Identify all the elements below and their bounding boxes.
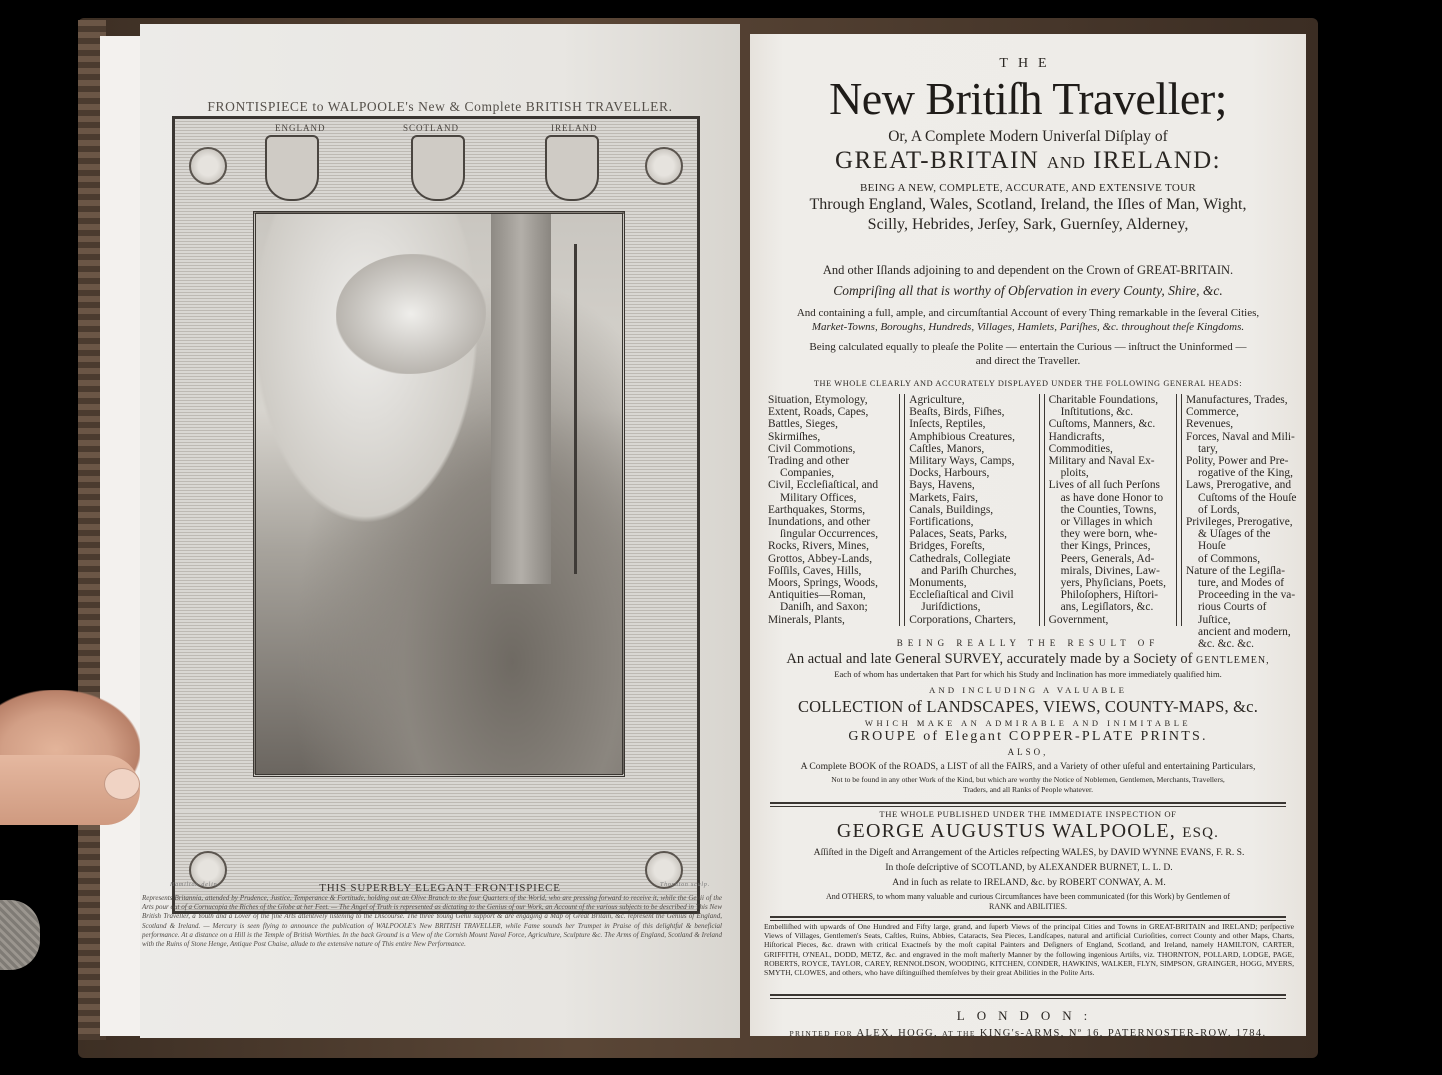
title-page: [750, 34, 1306, 1039]
heads-item: Daniſh, and Saxon;: [780, 601, 868, 614]
heads-item: Beaſts, Birds, Fiſhes,: [909, 406, 1005, 419]
rosette-icon: [645, 147, 683, 185]
caption-title: THIS SUPERBLY ELEGANT FRONTISPIECE: [319, 882, 561, 894]
heads-item: Nature of the Legiſla-: [1186, 564, 1286, 577]
editor-suffix: ESQ.: [1182, 825, 1220, 841]
account-paragraph: [754, 307, 1302, 334]
assistant-scotland: In thoſe deſcriptive of SCOTLAND, by ALEXANDER BURNET, L. L. D.: [885, 862, 1173, 874]
angel-figure: [336, 254, 486, 374]
book-of-roads-line: A Complete BOOK of the ROADS, a LIST of all the FAIRS, and a Variety of other uſeful and entertaining Particulars,: [800, 761, 1256, 772]
survey-gentlemen: GENTLEMEN,: [1196, 655, 1270, 666]
column: [491, 214, 551, 584]
heads-column-3: [1045, 394, 1177, 632]
imprint-prefix: PRINTED FOR: [789, 1029, 854, 1038]
heads-item: ſingular Occurrences,: [780, 528, 879, 541]
heads-item: Monuments,: [909, 577, 967, 590]
imprint-address: KING's-ARMS, Nº 16, PATERNOSTER-ROW.: [979, 1028, 1232, 1039]
heads-item: Inſects, Reptiles,: [909, 418, 986, 431]
heads-item: Inundations, and other: [768, 516, 871, 529]
engraving-frame: [172, 116, 700, 914]
heads-item: Privileges, Prerogative,: [1186, 516, 1293, 529]
heads-item: of Lords,: [1198, 503, 1240, 516]
collection-line: COLLECTION of LANDSCAPES, VIEWS, COUNTY-MAPS, &c.: [797, 697, 1259, 716]
heads-item: and Pariſh Churches,: [921, 564, 1017, 577]
imprint-printer: ALEX. HOGG,: [856, 1028, 939, 1039]
not-found-line-1: Not to be found in any other Work of the Kind, but which are worthy the Notice of Noblemen, Gentlemen, Merchants, Travellers,: [831, 775, 1225, 784]
assistant-ireland: And in ſuch as relate to IRELAND, &c. by ROBERT CONWAY, A. M.: [892, 877, 1166, 889]
crest-label-scotland: SCOTLAND: [403, 123, 460, 133]
calculated-line-1: Being calculated equally to pleaſe the Polite — entertain the Curious — inſtruct the Uninformed —: [809, 341, 1247, 353]
heads-item: as have done Honor to: [1060, 491, 1164, 504]
heads-item: Military Offices,: [780, 491, 857, 504]
england-crest-icon: [265, 135, 319, 201]
other-islands: And other Iſlands adjoining to and dependent on the Crown of GREAT-BRITAIN.: [822, 263, 1234, 277]
crest-label-england: ENGLAND: [275, 123, 326, 133]
heads-item: Minerals, Plants,: [768, 613, 845, 626]
heads-item: mirals, Divines, Law-: [1060, 564, 1160, 577]
assistant-wales: Aſſiſted in the Digeſt and Arrangement of the Articles reſpecting WALES, by DAVID WYNNE EVANS, F. R. S.: [813, 847, 1245, 858]
divider: [770, 994, 1286, 999]
heads-item: Skirmiſhes,: [768, 430, 821, 443]
survey-line: [750, 651, 1306, 668]
heads-item: Corporations, Charters,: [909, 613, 1016, 626]
caption-heading: [170, 882, 710, 894]
tour-intro: BEING A NEW, COMPLETE, ACCURATE, AND EXTENSIVE TOUR: [860, 182, 1196, 194]
heads-item: Cathedrals, Collegiate: [909, 552, 1011, 565]
heads-item: tary,: [1198, 442, 1218, 455]
tour-places-line-2: Scilly, Hebrides, Jerſey, Sark, Guernſey, Alderney,: [867, 216, 1189, 233]
heads-item: Foſſils, Caves, Hills,: [768, 564, 862, 577]
editor-name: [750, 820, 1306, 843]
heads-item: ther Kings, Princes,: [1060, 540, 1151, 553]
heads-item: Lives of all ſuch Perſons: [1048, 479, 1160, 492]
each-line: Each of whom has undertaken that Part for which his Study and Inclination has more immediately qualified him.: [834, 669, 1222, 679]
heads-item: Forces, Naval and Mili-: [1186, 430, 1295, 443]
heads-item: Earthquakes, Storms,: [768, 503, 866, 516]
heads-item: Amphibious Creatures,: [909, 430, 1015, 443]
ireland-crest-icon: [545, 135, 599, 201]
caption-right-credit: Thornton sculp.: [659, 882, 710, 888]
heads-item: Polity, Power and Pre-: [1186, 455, 1289, 468]
heads-item: Commerce,: [1186, 406, 1239, 419]
heads-item: & Uſages of the Houſe: [1198, 528, 1271, 553]
region-heading: [750, 147, 1306, 175]
inspection-line: THE WHOLE PUBLISHED UNDER THE IMMEDIATE INSPECTION OF: [879, 809, 1177, 819]
heads-item: ancient and modern,: [1198, 625, 1291, 638]
heads-item: Caſtles, Manors,: [909, 442, 985, 455]
caption-left-credit: Hamilton delin.: [170, 882, 220, 888]
heads-item: Grottos, Abbey-Lands,: [768, 552, 873, 565]
result-line: BEING REALLY THE RESULT OF: [896, 638, 1160, 648]
subtitle: Or, A Complete Modern Univerſal Diſplay of: [888, 128, 1168, 145]
heads-item: Military and Naval Ex-: [1048, 455, 1155, 468]
heads-item: Charitable Foundations,: [1048, 394, 1159, 406]
frontispiece-page: [140, 24, 740, 1038]
heads-item: Manufactures, Trades,: [1186, 394, 1288, 406]
others-line-2: RANK and ABILITIES.: [989, 901, 1067, 911]
region-a: GREAT-BRITAIN: [835, 147, 1040, 174]
fabric-sleeve: [0, 900, 40, 970]
heads-item: Cuſtoms, Manners, &c.: [1048, 418, 1156, 431]
title-the: THE: [999, 56, 1057, 71]
heads-item: Palaces, Seats, Parks,: [909, 528, 1008, 541]
heads-column-2: [905, 394, 1038, 632]
crest-row: [175, 125, 697, 215]
heads-item: Canals, Buildings,: [909, 503, 994, 516]
crest-label-ireland: IRELAND: [551, 123, 598, 133]
heads-item: Docks, Harbours,: [909, 467, 990, 480]
account-line-2: Market-Towns, Boroughs, Hundreds, Villages, Hamlets, Pariſhes, &c. throughout theſe Kingdoms.: [811, 320, 1245, 333]
heads-item: ans, Legiſlators, &c.: [1060, 601, 1154, 614]
heads-item: Agriculture,: [909, 394, 965, 406]
calculated-paragraph: [754, 340, 1302, 368]
divider: [770, 802, 1286, 807]
not-found-line-2: Traders, and all Ranks of People whatever.: [962, 784, 1094, 794]
imprint-line: [750, 1028, 1306, 1039]
not-found-paragraph: [760, 775, 1296, 794]
heads-item: Military Ways, Camps,: [909, 455, 1015, 468]
heads-item: Companies,: [780, 467, 835, 480]
heads-item: the Counties, Towns,: [1060, 503, 1157, 516]
heads-item: Government,: [1048, 613, 1109, 626]
scotland-crest-icon: [411, 135, 465, 201]
heads-item: Inſtitutions, &c.: [1060, 406, 1134, 419]
heads-item: Eccleſiaſtical and Civil: [909, 589, 1014, 602]
heads-item: of Commons,: [1198, 552, 1261, 565]
survey-text: An actual and late General SURVEY, accurately made by a Society of: [786, 651, 1193, 667]
heads-item: Rocks, Rivers, Mines,: [768, 540, 869, 553]
heads-item: Philoſophers, Hiſtori-: [1060, 589, 1159, 602]
imprint-city: LONDON:: [956, 1008, 1100, 1023]
rosette-icon: [189, 147, 227, 185]
heads-item: &c. &c. &c.: [1198, 638, 1255, 651]
including-line: AND INCLUDING A VALUABLE: [928, 685, 1127, 695]
heads-item: Situation, Etymology,: [768, 394, 868, 406]
heads-item: Juriſdictions,: [921, 601, 981, 614]
imprint-at-the: AT THE: [942, 1029, 976, 1038]
assistants-paragraph: [756, 845, 1302, 891]
comprising-line: Compriſing all that is worthy of Obſervation in every County, Shire, &c.: [833, 283, 1223, 298]
embellished-paragraph: Embelliſhed with upwards of One Hundred and Fifty large, grand, and ſuperb Views of the principal Cities and Towns in GREAT-BRITAIN and IRELAND; perſpective Views of Villages, Gentlemen's Seats, Caſtles, Ruins, Abbies, Cataracts, Sea Pieces, Landſcapes, natural and artificial Curioſities, correct County and other Maps, Charts, Hiſtorical Pieces, &c. drawn with critical Exactneſs by the moſt capital Painters and Deſigners of England, Scotland, and Ireland, namely HAMILTON, CARTER, GRIFFITH, O'NEAL, DODD, METZ, &c. and engraved in the moſt maſterly Manner by the following ingenious Artiſts, viz. THORNTON, POLLARD, LODGE, PAGE, ROBERTS, ROYCE, TAYLOR, CAREY, RENNOLDSON, WOODING, KITCHEN, CONDER, HAWKINS, WALKER, FLYN, SIMPSON, GRAINGER, HOGG, MYERS, SMYTH, CLOWES, and others, who have diſtinguiſhed themſelves by their great Abilities in the Polite Arts.: [764, 922, 1294, 978]
heads-column-1: [764, 394, 899, 632]
groupe-line: GROUPE of Elegant COPPER-PLATE PRINTS.: [848, 729, 1208, 744]
heads-item: Fortifications,: [909, 516, 974, 529]
divider: [770, 916, 1286, 921]
others-line-1: And OTHERS, to whom many valuable and curious Circumſtances have been communicated (for this Work) by Gentlemen of: [826, 892, 1230, 901]
tour-places-line-1: Through England, Wales, Scotland, Ireland, the Iſles of Man, Wight,: [809, 196, 1247, 213]
heads-item: Proceeding in the va-: [1198, 589, 1296, 602]
heads-item: Civil Commotions,: [768, 442, 856, 455]
heads-item: Moors, Springs, Woods,: [768, 577, 878, 590]
heads-column-4: [1182, 394, 1302, 651]
heads-item: Extent, Roads, Capes,: [768, 406, 869, 419]
others-paragraph: [760, 892, 1296, 911]
heads-item: Commodities,: [1048, 442, 1113, 455]
heads-item: Trading and other: [768, 455, 850, 468]
heads-item: yers, Phyſicians, Poets,: [1060, 577, 1166, 590]
book-title: New Britiſh Traveller;: [829, 73, 1227, 124]
calculated-line-2: and direct the Traveller.: [975, 355, 1081, 367]
heads-item: ture, and Modes of: [1198, 577, 1285, 590]
account-line-1: And containing a full, ample, and circumſtantial Account of every Thing remarkable in the ſeveral Cities,: [796, 307, 1260, 319]
also-line: ALSO,: [1007, 747, 1049, 757]
heads-item: Battles, Sieges,: [768, 418, 838, 431]
heads-item: Civil, Eccleſiaſtical, and: [768, 479, 879, 492]
heads-item: Revenues,: [1186, 418, 1234, 431]
heads-item: ploits,: [1060, 467, 1089, 480]
caption-text: Represents Britannia, attended by Prudence, Justice, Temperance & Fortitude, holding out an Olive Branch to the four Quarters of the World, who are pressing forward to receive it, while the Genii of the Arts pour out of a Cornucopia the Riches of the Globe at her Feet. — The Angel of Truth is represented as dictating to the Genius of our Work, an Account of the various subjects to be described in This New British Traveller, a Youth and a Lover of the fine Arts attentively listening to the Discourse. The three Young Genii support & are engaging a Map of Great Britain, &c. represent the Genius of England, Scotland & Ireland. — Mercury is seen flying to announce the publication of WALPOOLE's New BRITISH TRAVELLER, while Fame sounds her Trumpet in Praise of this delightful & beneficial performance. At a distance on a Hill is the Temple of British Worthies. In the back Ground is a View of the Cornish Mount Naval Force, Agriculture, Sculpture &c. The Arms of England, Scotland & Ireland with the Ruins of Stone Henge, Antique Post Chaise, allude to the extensive nature of This entire New Performance.: [142, 894, 722, 949]
ship-mast: [574, 244, 577, 574]
frontispiece-header: FRONTISPIECE to WALPOOLE's New & Complete BRITISH TRAVELLER.: [207, 99, 673, 114]
heads-item: they were born, whe-: [1060, 528, 1158, 541]
tour-places: [750, 195, 1306, 235]
heads-item: Bridges, Foreſts,: [909, 540, 985, 553]
imprint-year: 1784.: [1235, 1028, 1267, 1039]
heads-item: Peers, Generals, Ad-: [1060, 552, 1155, 565]
heads-item: Handicrafts,: [1048, 430, 1105, 443]
heads-item: Bays, Havens,: [909, 479, 975, 492]
heads-item: Markets, Fairs,: [909, 491, 978, 504]
heads-item: Cuſtoms of the Houſe: [1198, 491, 1297, 504]
region-b: IRELAND:: [1093, 147, 1221, 174]
thumbnail: [104, 768, 140, 800]
general-heads-title: THE WHOLE CLEARLY AND ACCURATELY DISPLAYED UNDER THE FOLLOWING GENERAL HEADS:: [813, 379, 1243, 388]
heads-item: Laws, Prerogative, and: [1186, 479, 1292, 492]
heads-item: rogative of the King,: [1198, 467, 1293, 480]
heads-item: rious Courts of Juſtice,: [1198, 601, 1267, 626]
heads-item: or Villages in which: [1060, 516, 1153, 529]
heads-item: Antiquities—Roman,: [768, 589, 866, 602]
which-line: WHICH MAKE AN ADMIRABLE AND INIMITABLE: [864, 718, 1192, 728]
allegorical-scene: [253, 211, 625, 777]
editor-name-text: GEORGE AUGUSTUS WALPOOLE,: [836, 820, 1176, 842]
region-and: AND: [1046, 153, 1086, 172]
